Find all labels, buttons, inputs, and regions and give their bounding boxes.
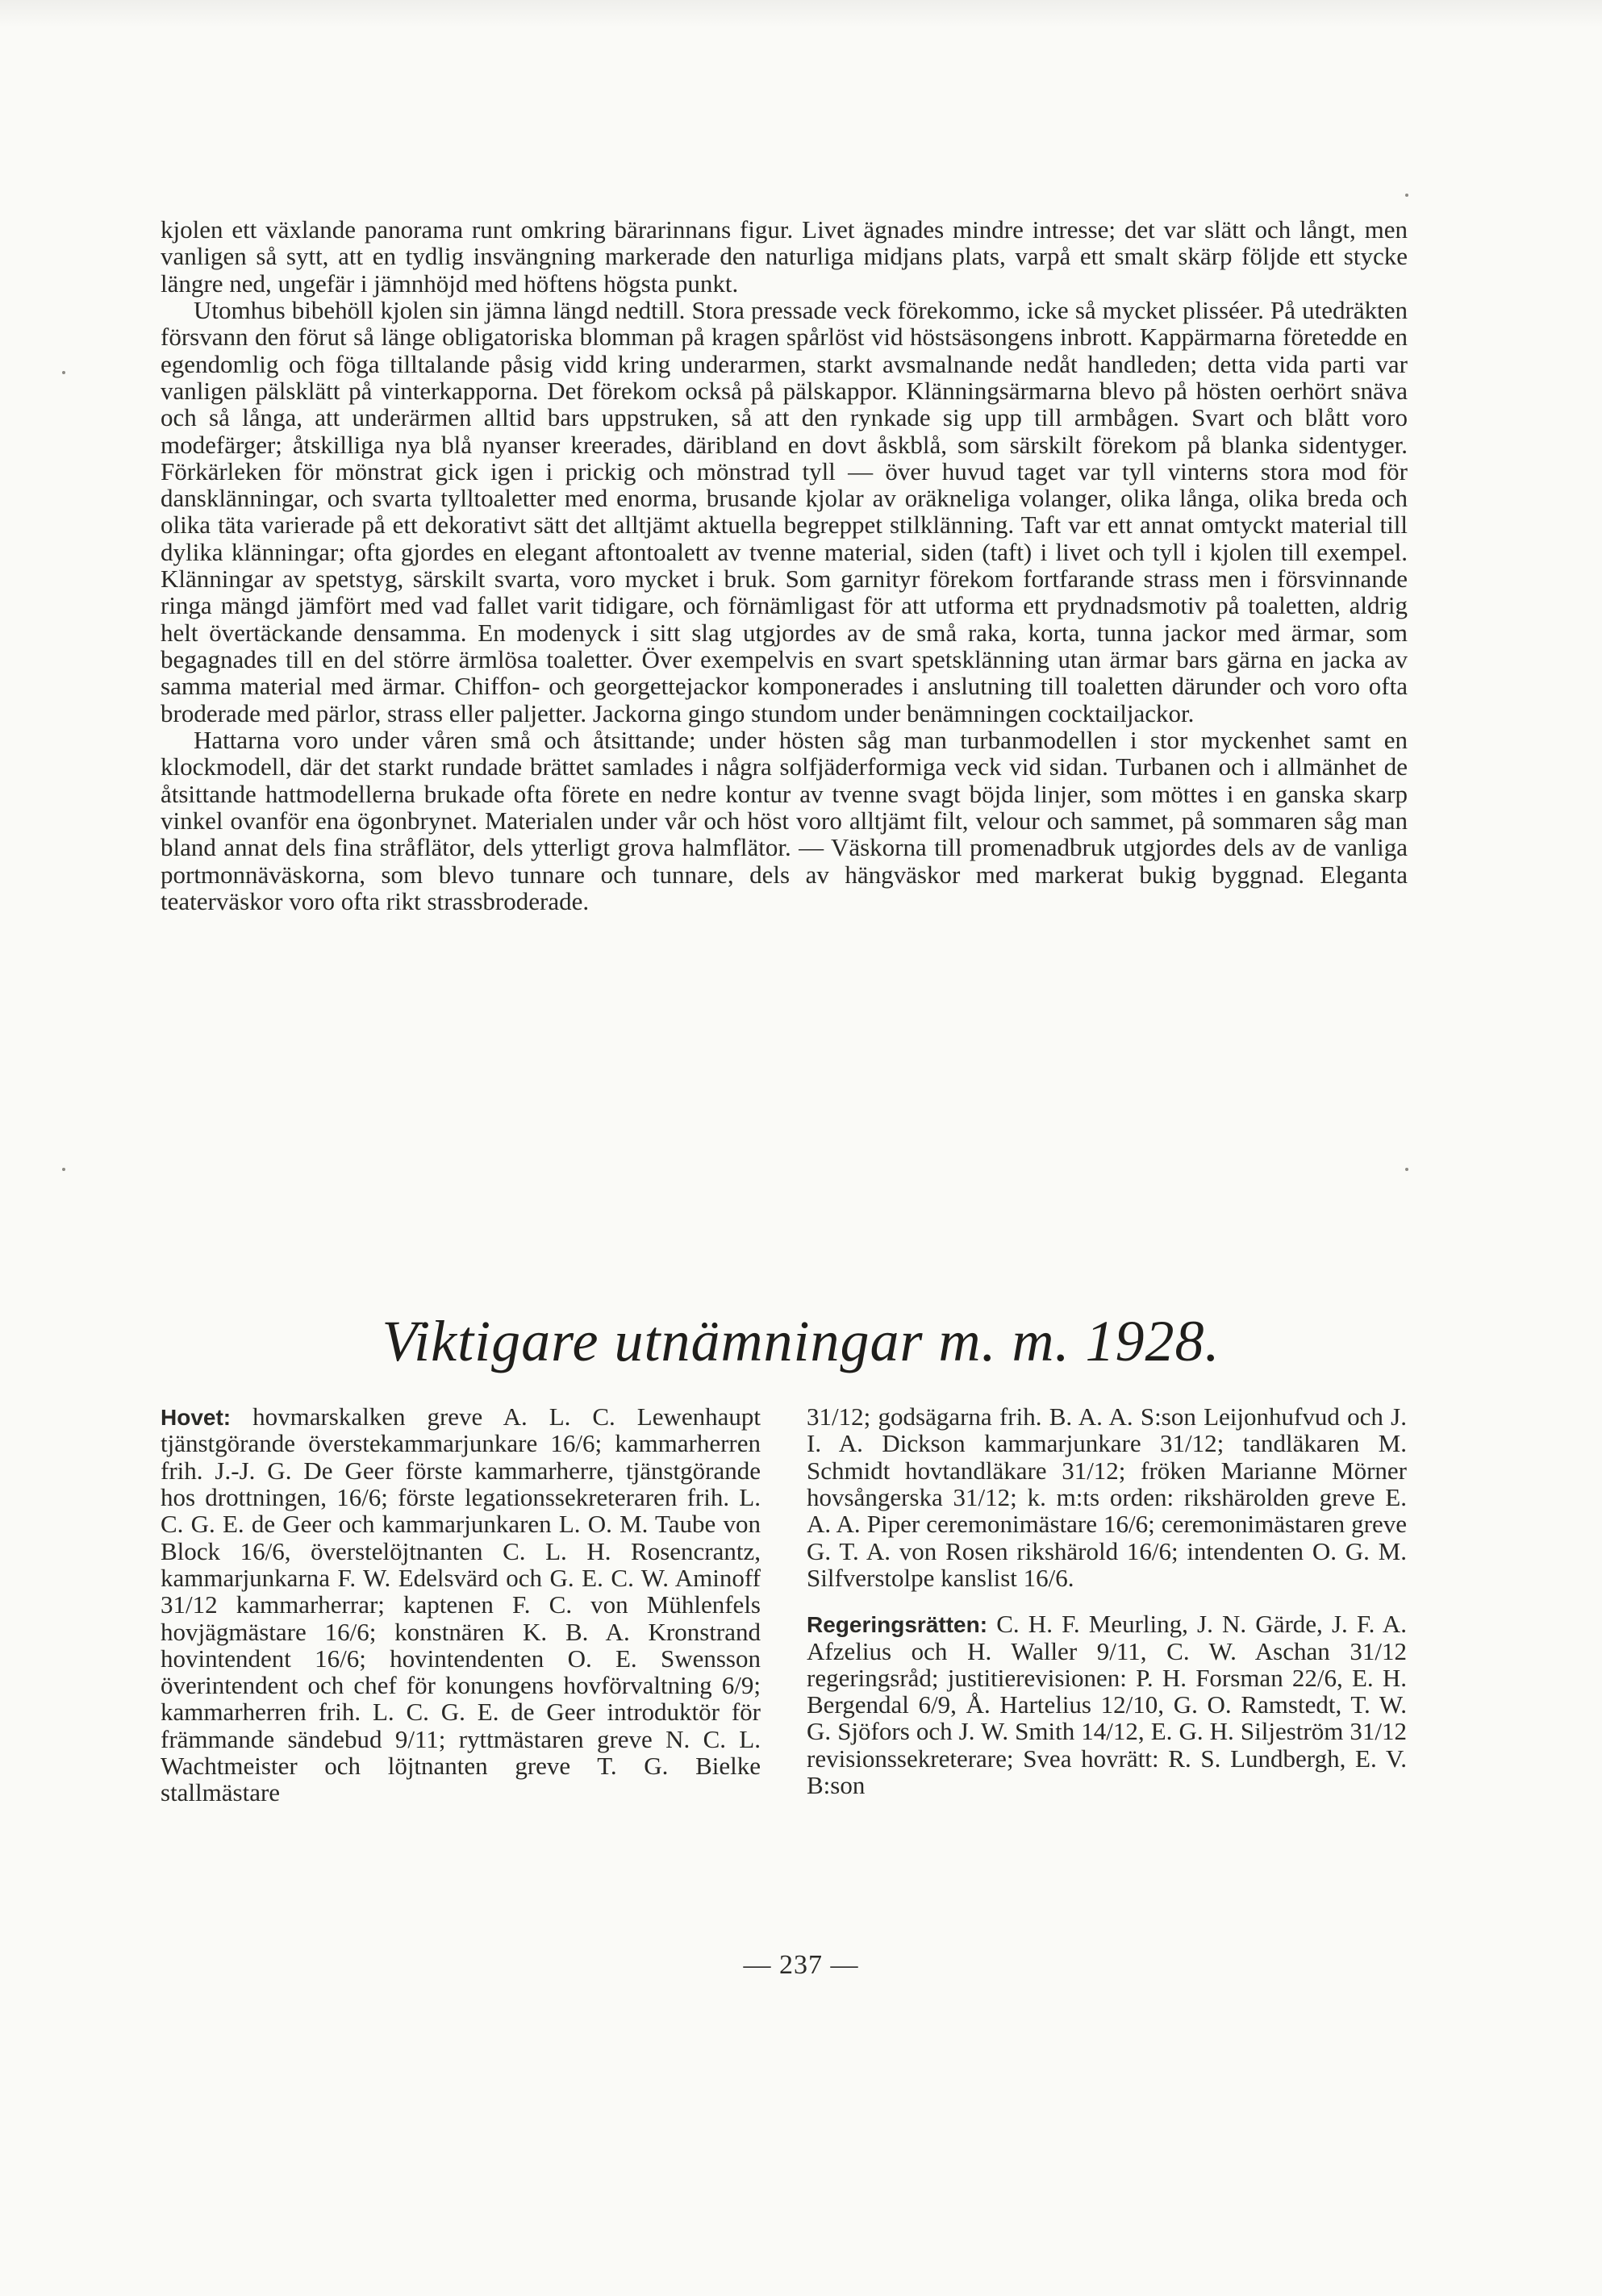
print-speck — [62, 1168, 65, 1171]
print-speck — [1405, 194, 1408, 197]
print-speck — [62, 371, 65, 374]
entry-text: C. H. F. Meurling, J. N. Gärde, J. F. A. Afzelius och H. Waller 9/11, C. W. Aschan 31/12 regeringsråd; justitierevisionen: P. H. Forsman 22/6, E. H. Bergendal 6/9, Å. Hartelius 12/10, G. O. Ramstedt, T. W. G. Sjöfors och J. W. Smith 14/12, E. G. H. Siljeström 31/12 revisionssekreterare; Svea hovrätt: R. S. Lundbergh, E. V. B:son — [807, 1610, 1408, 1800]
section-heading: Viktigare utnämningar m. m. 1928. — [382, 1309, 1220, 1373]
entry-text: 31/12; godsägarna frih. B. A. A. S:son Leijonhufvud och J. I. A. Dickson kammarjunkare 31/12; tandläkaren M. Schmidt hovtandläkare 31/12; fröken Marianne Mörner hovsångerska 31/12; k. m:ts orden: rikshärolden greve E. A. A. Piper ceremonimästare 16/6; ceremonimästaren greve G. T. A. von Rosen rikshärold 16/6; intendenten O. G. M. Silfverstolpe kanslist 16/6. — [807, 1402, 1407, 1592]
appointment-entry — [807, 1611, 1407, 1798]
body-text — [161, 216, 1408, 915]
body-paragraph: kjolen ett växlande panorama runt omkring bärarinnans figur. Livet ägnades mindre intresse; det var slätt och långt, men vanligen så sytt, att en tydlig insvängning markerade den naturliga midjans plats, varpå ett smalt skärp följde ett stycke längre ned, ungefär i jämnhöjd med höftens högsta punkt. — [161, 215, 1408, 298]
entry-lead: Regeringsrätten: — [807, 1612, 988, 1638]
page-top-edge — [0, 0, 1602, 27]
page-number: — 237 — — [743, 1950, 859, 1980]
appointment-entry — [807, 1403, 1407, 1591]
entry-text: hovmarskalken greve A. L. C. Lewenhaupt tjänstgörande överstekammarjunkare 16/6; kammarherren frih. J.-J. G. De Geer förste kammarherre, tjänstgörande hos drottningen, 16/6; förste legationssekreteraren frih. L. C. G. E. de Geer och kammarjunkaren L. O. M. Taube von Block 16/6, överstelöjtnanten C. L. H. Rosencrantz, kammarjunkarna F. W. Edelsvärd och G. E. C. W. Aminoff 31/12 kammarherrar; kaptenen F. C. von Mühlenfels hovjägmästare 16/6; konstnären K. B. A. Kronstrand hovintendent 16/6; hovintendenten O. E. Swensson överintendent och chef för konungens hovförvaltning 6/9; kammarherren frih. L. C. G. E. de Geer introduktör för främmande sändebud 9/11; ryttmästaren greve N. C. L. Wachtmeister och löjtnanten greve T. G. Bielke stallmästare — [161, 1402, 761, 1807]
body-paragraph: Hattarna voro under våren små och åtsittande; under hösten såg man turbanmodellen i stor myckenhet samt en klockmodell, där det starkt rundade brättet samlades i några solfjäderformiga veck vid sidan. Turbanen och i allmänhet de åtsittande hattmodellerna brukade ofta förete en nedre kontur av tvenne svagt böjda linjer, som möttes i en ganska skarp vinkel ovanför ena ögonbrynet. Materialen under vår och höst voro alltjämt filt, velour och sammet, på sommaren såg man bland annat dels fina stråflätor, dels ytterligt grova halmflätor. — Väskorna till promenadbruk utgjordes dels av de vanliga portmonnäväskorna, som blevo tunnare och tunnare, dels av hängväskor med markerat bukig byggnad. Eleganta teaterväskor voro ofta rikt strassbroderade. — [161, 725, 1408, 915]
print-speck — [1405, 1168, 1408, 1171]
appointments-right-column — [807, 1403, 1407, 1818]
body-paragraph: Utomhus bibehöll kjolen sin jämna längd nedtill. Stora pressade veck förekommo, icke så mycket plisséer. På utedräkten försvann den förut så länge obligatoriska blomman på kragen spårlöst vid höstsäsongens inbrott. Kappärmarna företedde en egendomlig och föga tilltalande påsig vidd kring underarmen, starkt avsmalnande nedåt handleden; detta vida parti var vanligen pälsklätt på vinterkapporna. Det förekom också på pälskappor. Klänningsärmarna blevo på hösten oerhört snäva och så långa, att underärmen alltid bars uppstruken, så att den rynkade sig upp till armbågen. Svart och blått voro modefärger; åtskilliga nya blå nyanser kreerades, däribland en dovt åskblå, som särskilt förekom på blanka sidentyger. Förkärleken för mönstrat gick igen i prickig och mönstrad tyll — över huvud taget var tyll vinterns stora mod för dansklänningar, och svarta tylltoaletter med enorma, brusande kjolar av oräkneliga volanger, olika långa, olika breda och olika täta varierade på ett dekorativt sätt det alltjämt aktuella begreppet stilklänning. Taft var ett annat omtyckt material till dylika klänningar; ofta gjordes en elegant aftontoalett av tvenne material, siden (taft) i livet och tyll i kjolen till exempel. Klänningar av spetstyg, särskilt svarta, voro mycket i bruk. Som garnityr förekom fortfarande strass men i försvinnande ringa mängd jämfört med vad fallet varit tidigare, och förnämligast för att utforma ett prydnadsmotiv på toaletten, aldrig helt övertäckande densamma. En modenyck i sitt slag utgjordes av de små raka, korta, tunna jackor med ärmar, som begagnades till en del större ärmlösa toaletter. Över exempelvis en svart spetsklänning utan ärmar bars gärna en jacka av samma material med ärmar. Chiffon- och georgettejackor komponerades i anslutning till toaletten därunder och voro ofta broderade med pärlor, strass eller paljetter. Jackorna gingo stundom under benämningen cocktailjackor. — [161, 295, 1408, 727]
entry-lead: Hovet: — [161, 1405, 232, 1430]
appointment-entry — [161, 1403, 761, 1806]
appointments-left-column — [161, 1403, 761, 1826]
